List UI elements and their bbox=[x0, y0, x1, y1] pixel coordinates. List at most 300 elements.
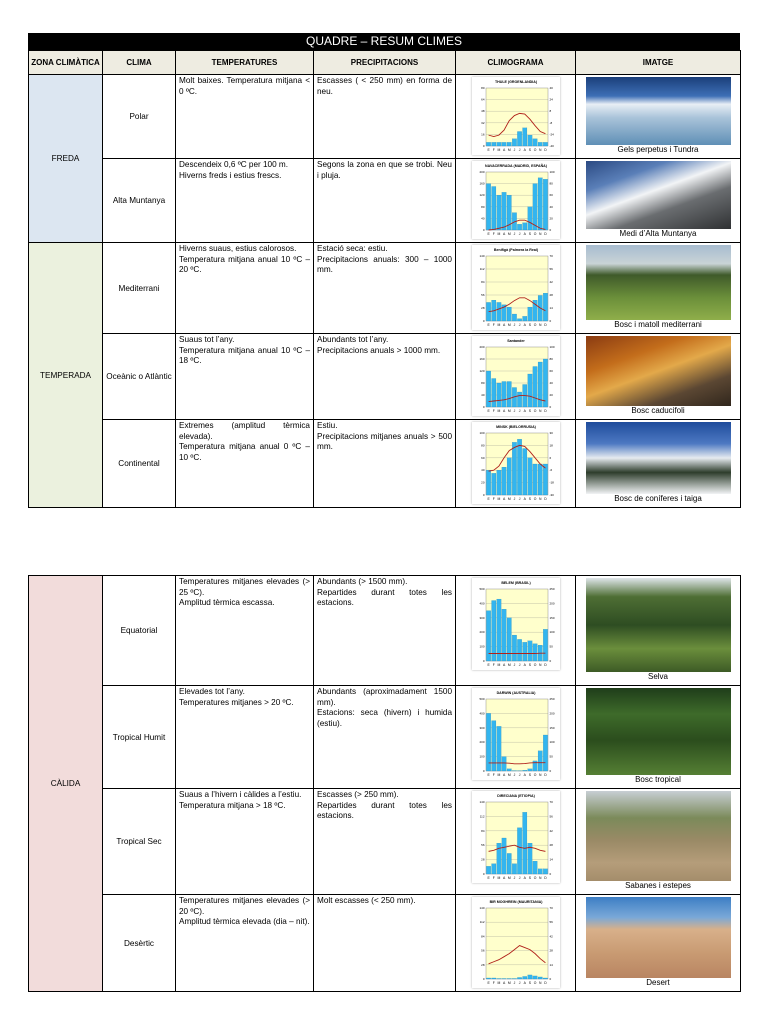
month-tick-label: M bbox=[507, 497, 511, 501]
image-cell bbox=[576, 334, 741, 420]
precip-bar bbox=[543, 142, 547, 146]
month-tick-label: J bbox=[513, 876, 515, 880]
precip-tick-label: 0 bbox=[482, 405, 484, 409]
temp-tick-label: 0 bbox=[549, 228, 551, 232]
month-tick-label: M bbox=[507, 409, 511, 413]
temp-tick-label: 30 bbox=[549, 431, 553, 435]
month-tick-label: O bbox=[533, 497, 536, 501]
temp-tick-label: 150 bbox=[549, 725, 555, 730]
precip-bar bbox=[522, 223, 526, 230]
clima-name: Oceànic o Atlàntic bbox=[103, 334, 176, 420]
temp-tick-label: 200 bbox=[549, 711, 555, 716]
climograph-cell bbox=[456, 159, 576, 243]
precip-bar bbox=[507, 307, 511, 321]
month-tick-label: D bbox=[543, 497, 547, 501]
chart-title: MINSK (BIELORRUSIA) bbox=[495, 425, 536, 429]
month-tick-label: F bbox=[492, 148, 495, 152]
month-tick-label: F bbox=[492, 232, 495, 236]
precip-bar bbox=[512, 442, 516, 495]
temp-tick-label: 56 bbox=[549, 814, 553, 819]
precipitations-cell bbox=[314, 243, 456, 334]
temperature-text: Temperatura mitjana anual 0 ºC – 10 ºC. bbox=[179, 442, 310, 462]
month-tick-label: E bbox=[486, 497, 490, 501]
month-tick-label: S bbox=[528, 323, 531, 327]
precip-bar bbox=[501, 978, 505, 979]
precip-tick-label: 500 bbox=[478, 697, 484, 701]
precip-tick-label: 200 bbox=[478, 345, 484, 349]
temperature-text: Amplitud tèrmica elevada (dia – nit). bbox=[179, 917, 310, 926]
precip-bar bbox=[522, 812, 526, 874]
jungle-image bbox=[586, 578, 731, 672]
month-tick-label: A bbox=[502, 232, 505, 236]
precip-bar bbox=[507, 978, 511, 979]
precip-tick-label: 84 bbox=[480, 934, 484, 939]
precipitation-text: Escasses ( < 250 mm) en forma de neu. bbox=[317, 76, 452, 96]
precip-bar bbox=[512, 314, 516, 321]
climograph-cell bbox=[456, 686, 576, 789]
temp-tick-label: 14 bbox=[549, 962, 553, 967]
month-tick-label: S bbox=[528, 232, 531, 236]
precipitation-text: Segons la zona en que se trobi. Neu i pluja. bbox=[317, 160, 452, 180]
month-tick-label: J bbox=[513, 663, 515, 667]
month-tick-label: D bbox=[543, 323, 547, 327]
precipitation-text: Repartides durant totes les estacions. bbox=[317, 587, 452, 607]
precip-tick-label: 32 bbox=[480, 120, 484, 125]
month-tick-label: D bbox=[543, 663, 547, 667]
precip-bar bbox=[532, 139, 536, 146]
precip-bar bbox=[532, 644, 536, 661]
chart-title: NAVACERRADA (MADRID, ESPAÑA) bbox=[484, 164, 547, 168]
precip-tick-label: 0 bbox=[482, 144, 484, 148]
temp-tick-label: 42 bbox=[549, 280, 553, 284]
temp-tick-label: 0 bbox=[549, 659, 551, 663]
month-tick-label: A bbox=[523, 981, 526, 985]
month-tick-label: F bbox=[492, 497, 495, 501]
temperatures-cell bbox=[176, 895, 314, 992]
month-tick-label: J bbox=[513, 148, 515, 152]
precip-bar bbox=[486, 142, 490, 146]
precip-tick-label: 40 bbox=[480, 468, 484, 473]
temp-tick-label: 50 bbox=[549, 754, 553, 759]
month-tick-label: M bbox=[507, 148, 511, 152]
month-tick-label: J bbox=[513, 773, 515, 777]
climograph-chart bbox=[472, 897, 560, 988]
temperatures-cell bbox=[176, 75, 314, 159]
precipitations-cell bbox=[314, 75, 456, 159]
precip-tick-label: 0 bbox=[482, 977, 484, 981]
month-tick-label: D bbox=[543, 981, 547, 985]
month-tick-label: F bbox=[492, 323, 495, 327]
chart-title: THULE (GROENLANDIA) bbox=[494, 80, 537, 84]
temp-tick-label: 8 bbox=[549, 109, 551, 114]
temp-tick-label: 200 bbox=[549, 601, 555, 606]
month-tick-label: O bbox=[533, 148, 536, 152]
month-tick-label: J bbox=[513, 323, 515, 327]
precip-bar bbox=[512, 635, 516, 661]
precip-bar bbox=[501, 142, 505, 146]
chart-title: BIR MOGHREIN (MAURITANIA) bbox=[489, 900, 542, 904]
precip-tick-label: 400 bbox=[478, 601, 484, 606]
temp-tick-label: 0 bbox=[549, 319, 551, 323]
tropical-forest-image bbox=[586, 688, 731, 775]
precip-tick-label: 112 bbox=[479, 920, 484, 925]
month-tick-label: A bbox=[523, 232, 526, 236]
temperature-text: Temperatura mitjana anual 10 ºC – 20 ºC. bbox=[179, 254, 310, 274]
temp-tick-label: 40 bbox=[549, 86, 553, 90]
clima-name: Polar bbox=[103, 75, 176, 159]
mediterranean-forest-image bbox=[586, 245, 731, 320]
temp-tick-label: 60 bbox=[549, 369, 553, 373]
precipitations-cell bbox=[314, 420, 456, 508]
polar-ice-landscape-image bbox=[586, 77, 731, 145]
precip-tick-label: 0 bbox=[482, 769, 484, 773]
precip-bar bbox=[486, 470, 490, 495]
precip-bar bbox=[496, 195, 500, 230]
climograph-chart bbox=[472, 77, 560, 155]
temp-tick-label: 56 bbox=[549, 920, 553, 925]
header-clima: CLIMA bbox=[103, 51, 176, 75]
month-tick-label: F bbox=[492, 663, 495, 667]
image-cell bbox=[576, 159, 741, 243]
precipitations-cell bbox=[314, 895, 456, 992]
month-tick-label: J bbox=[518, 773, 520, 777]
climograph-cell bbox=[456, 420, 576, 508]
image-cell bbox=[576, 420, 741, 508]
precip-tick-label: 0 bbox=[482, 319, 484, 323]
clima-name: Tropical Sec bbox=[103, 789, 176, 895]
month-tick-label: J bbox=[518, 981, 520, 985]
precip-bar bbox=[517, 439, 521, 495]
precip-bar bbox=[522, 128, 526, 146]
precip-bar bbox=[491, 142, 495, 146]
precipitations-cell bbox=[314, 334, 456, 420]
month-tick-label: O bbox=[533, 981, 536, 985]
precip-bar bbox=[486, 184, 490, 230]
month-tick-label: J bbox=[518, 148, 520, 152]
temp-tick-label: 250 bbox=[549, 587, 555, 591]
snowy-mountains-image bbox=[586, 161, 731, 229]
precip-bar bbox=[527, 975, 531, 979]
month-tick-label: S bbox=[528, 409, 531, 413]
temp-tick-label: 100 bbox=[549, 630, 555, 635]
chart-title: Santander bbox=[506, 339, 525, 343]
precip-tick-label: 0 bbox=[482, 872, 484, 876]
month-tick-label: D bbox=[543, 232, 547, 236]
precip-bar bbox=[486, 713, 490, 771]
precip-bar bbox=[522, 449, 526, 496]
precip-tick-label: 0 bbox=[482, 228, 484, 232]
month-tick-label: D bbox=[543, 876, 547, 880]
precip-bar bbox=[507, 458, 511, 495]
deciduous-forest-image bbox=[586, 336, 731, 406]
precipitation-text: Abundants (> 1500 mm). bbox=[317, 577, 408, 586]
precip-bar bbox=[491, 473, 495, 495]
precip-tick-label: 120 bbox=[478, 369, 484, 373]
temp-tick-label: 20 bbox=[549, 393, 553, 397]
precip-bar bbox=[527, 458, 531, 495]
precip-bar bbox=[496, 383, 500, 407]
temp-tick-label: 42 bbox=[549, 934, 553, 939]
temperatures-cell bbox=[176, 420, 314, 508]
climate-row bbox=[29, 789, 741, 895]
precip-bar bbox=[501, 467, 505, 495]
precipitation-text: Precipitacions mitjanes anuals > 500 mm. bbox=[317, 431, 452, 451]
temperature-text: Temperatures mitjanes elevades (> 20 ºC). bbox=[179, 896, 310, 916]
precip-bar bbox=[491, 978, 495, 979]
temp-tick-label: 24 bbox=[549, 97, 553, 102]
month-tick-label: J bbox=[518, 876, 520, 880]
month-tick-label: D bbox=[543, 773, 547, 777]
precip-bar bbox=[517, 319, 521, 321]
image-caption: Medi d’Alta Muntanya bbox=[619, 229, 697, 238]
precip-tick-label: 200 bbox=[478, 630, 484, 635]
climograph-chart bbox=[472, 336, 560, 416]
temp-tick-label: 70 bbox=[549, 800, 553, 804]
precip-bar bbox=[522, 642, 526, 661]
precipitation-text: Precipitacions anuals: 300 – 1000 mm. bbox=[317, 254, 452, 274]
temp-tick-label: 14 bbox=[549, 857, 553, 862]
precip-bar bbox=[527, 207, 531, 230]
header-climograma: CLIMOGRAMA bbox=[456, 51, 576, 75]
month-tick-label: J bbox=[513, 981, 515, 985]
month-tick-label: A bbox=[523, 409, 526, 413]
precip-bar bbox=[507, 853, 511, 874]
temp-tick-label: 28 bbox=[549, 293, 553, 297]
precip-tick-label: 80 bbox=[480, 381, 484, 385]
precip-bar bbox=[517, 828, 521, 874]
temp-tick-label: 14 bbox=[549, 306, 553, 310]
precip-bar bbox=[517, 132, 521, 147]
climograph-chart bbox=[472, 688, 560, 780]
precip-bar bbox=[538, 977, 542, 979]
precip-bar bbox=[486, 978, 490, 979]
month-tick-label: M bbox=[497, 232, 500, 236]
precip-tick-label: 0 bbox=[482, 493, 484, 497]
zone-temperada: TEMPERADA bbox=[29, 243, 103, 508]
temperature-text: Molt baixes. Temperatura mitjana < 0 ºC. bbox=[179, 76, 310, 96]
month-tick-label: A bbox=[523, 148, 526, 152]
precip-bar bbox=[543, 735, 547, 771]
precip-bar bbox=[517, 224, 521, 230]
month-tick-label: M bbox=[497, 409, 500, 413]
precip-tick-label: 300 bbox=[478, 615, 484, 620]
precip-tick-label: 100 bbox=[478, 644, 484, 649]
month-tick-label: N bbox=[538, 323, 541, 327]
temp-tick-label: 18 bbox=[549, 443, 553, 448]
month-tick-label: E bbox=[486, 981, 490, 985]
precip-tick-label: 16 bbox=[480, 132, 484, 137]
temp-tick-label: -24 bbox=[549, 132, 554, 137]
image-cell bbox=[576, 789, 741, 895]
month-tick-label: N bbox=[538, 148, 541, 152]
precipitation-text: Precipitacions anuals > 1000 mm. bbox=[317, 345, 441, 355]
precip-bar bbox=[517, 639, 521, 661]
month-tick-label: S bbox=[528, 981, 531, 985]
precip-tick-label: 64 bbox=[480, 97, 484, 102]
temp-tick-label: -6 bbox=[549, 468, 552, 473]
temp-tick-label: 100 bbox=[549, 345, 555, 349]
precip-bar bbox=[522, 316, 526, 321]
temp-tick-label: 56 bbox=[549, 267, 553, 271]
precip-bar bbox=[501, 838, 505, 874]
month-tick-label: A bbox=[523, 497, 526, 501]
precip-bar bbox=[507, 769, 511, 771]
precipitation-text: Escasses (> 250 mm). bbox=[317, 790, 399, 799]
month-tick-label: J bbox=[513, 409, 515, 413]
precip-bar bbox=[512, 139, 516, 146]
month-tick-label: M bbox=[497, 876, 500, 880]
temp-tick-label: 28 bbox=[549, 843, 553, 848]
precipitations-cell bbox=[314, 686, 456, 789]
precipitation-text: Estiu. bbox=[317, 421, 338, 430]
header-precipitacions: PRECIPITACIONS bbox=[314, 51, 456, 75]
precip-tick-label: 56 bbox=[480, 948, 484, 953]
precip-bar bbox=[517, 977, 521, 979]
image-caption: Bosc caducifoli bbox=[631, 406, 685, 415]
image-caption: Gels perpetus i Tundra bbox=[617, 145, 699, 154]
precip-tick-label: 28 bbox=[480, 306, 484, 310]
precip-bar bbox=[527, 374, 531, 407]
month-tick-label: E bbox=[486, 409, 490, 413]
precip-bar bbox=[543, 359, 547, 407]
precip-bar bbox=[543, 464, 547, 495]
climograph-chart bbox=[472, 422, 560, 504]
zone-freda: FREDA bbox=[29, 75, 103, 243]
precip-bar bbox=[496, 726, 500, 771]
month-tick-label: N bbox=[538, 773, 541, 777]
temp-tick-label: -18 bbox=[549, 480, 554, 485]
precip-bar bbox=[501, 757, 505, 771]
clima-name: Equatorial bbox=[103, 576, 176, 686]
temperature-text: Hiverns suaus, estius calorosos. bbox=[179, 244, 297, 253]
temperature-text: Suaus a l’hivern i càlides a l’estiu. bbox=[179, 790, 302, 799]
precip-tick-label: 160 bbox=[478, 181, 484, 186]
climate-row bbox=[29, 243, 741, 334]
month-tick-label: N bbox=[538, 232, 541, 236]
precip-bar bbox=[496, 599, 500, 661]
climate-row bbox=[29, 159, 741, 243]
precip-bar bbox=[491, 601, 495, 661]
month-tick-label: S bbox=[528, 663, 531, 667]
month-tick-label: E bbox=[486, 232, 490, 236]
precip-tick-label: 100 bbox=[478, 754, 484, 759]
chart-title: DARWIN (AUSTRALIA) bbox=[496, 691, 535, 695]
precipitation-text: Estació seca: estiu. bbox=[317, 244, 388, 253]
precip-bar bbox=[501, 382, 505, 408]
temp-tick-label: 150 bbox=[549, 615, 555, 620]
month-tick-label: D bbox=[543, 409, 547, 413]
temperature-text: Extremes (amplitud tèrmica elevada). bbox=[179, 421, 310, 441]
month-tick-label: S bbox=[528, 773, 531, 777]
precip-bar bbox=[543, 179, 547, 230]
temp-tick-label: 42 bbox=[549, 828, 553, 833]
month-tick-label: F bbox=[492, 773, 495, 777]
precip-tick-label: 200 bbox=[478, 740, 484, 745]
precip-tick-label: 300 bbox=[478, 725, 484, 730]
precip-bar bbox=[527, 641, 531, 661]
precip-tick-label: 0 bbox=[482, 659, 484, 663]
precip-tick-label: 400 bbox=[478, 711, 484, 716]
climograph-cell bbox=[456, 334, 576, 420]
precip-bar bbox=[543, 869, 547, 874]
temperatures-cell bbox=[176, 576, 314, 686]
month-tick-label: M bbox=[497, 663, 500, 667]
temp-tick-label: 40 bbox=[549, 381, 553, 385]
temp-tick-label: -8 bbox=[549, 120, 552, 125]
month-tick-label: A bbox=[502, 497, 505, 501]
precip-bar bbox=[543, 978, 547, 979]
precip-tick-label: 40 bbox=[480, 393, 484, 397]
temp-tick-label: 60 bbox=[549, 193, 553, 198]
month-tick-label: A bbox=[523, 663, 526, 667]
precip-tick-label: 56 bbox=[480, 293, 484, 297]
precip-bar bbox=[532, 976, 536, 979]
clima-name: Continental bbox=[103, 420, 176, 508]
temp-tick-label: 28 bbox=[549, 948, 553, 953]
precip-bar bbox=[496, 470, 500, 495]
image-caption: Selva bbox=[647, 672, 668, 681]
precip-tick-label: 112 bbox=[479, 814, 484, 819]
temp-tick-label: 0 bbox=[549, 872, 551, 876]
temp-tick-label: 80 bbox=[549, 357, 553, 361]
precip-bar bbox=[543, 293, 547, 321]
temp-tick-label: 0 bbox=[549, 405, 551, 409]
month-tick-label: J bbox=[518, 409, 520, 413]
climate-row bbox=[29, 895, 741, 992]
precip-bar bbox=[538, 464, 542, 495]
temp-tick-label: 100 bbox=[549, 740, 555, 745]
month-tick-label: F bbox=[492, 409, 495, 413]
precip-tick-label: 84 bbox=[480, 280, 484, 284]
precip-bar bbox=[507, 142, 511, 146]
month-tick-label: S bbox=[528, 876, 531, 880]
precip-tick-label: 140 bbox=[478, 906, 484, 910]
temperature-text: Temperatura mitjana anual 10 ºC – 18 ºC. bbox=[179, 345, 310, 365]
temperature-text: Temperatures mitjanes elevades (> 25 ºC). bbox=[179, 577, 310, 597]
climate-row bbox=[29, 334, 741, 420]
month-tick-label: A bbox=[523, 876, 526, 880]
precip-bar bbox=[491, 379, 495, 408]
precip-tick-label: 112 bbox=[479, 267, 484, 271]
temperatures-cell bbox=[176, 789, 314, 895]
precip-tick-label: 28 bbox=[480, 962, 484, 967]
precip-tick-label: 160 bbox=[478, 357, 484, 361]
month-tick-label: A bbox=[502, 148, 505, 152]
month-tick-label: S bbox=[528, 148, 531, 152]
month-tick-label: F bbox=[492, 981, 495, 985]
month-tick-label: A bbox=[523, 323, 526, 327]
clima-name: Mediterrani bbox=[103, 243, 176, 334]
precip-bar bbox=[538, 751, 542, 771]
month-tick-label: E bbox=[486, 876, 490, 880]
month-tick-label: A bbox=[502, 409, 505, 413]
temp-tick-label: 70 bbox=[549, 906, 553, 910]
month-tick-label: N bbox=[538, 981, 541, 985]
month-tick-label: O bbox=[533, 773, 536, 777]
climograph-chart bbox=[472, 791, 560, 883]
precip-tick-label: 48 bbox=[480, 109, 484, 114]
climate-row bbox=[29, 420, 741, 508]
temperature-text: Temperatures mitjanes > 20 ºC. bbox=[179, 697, 294, 707]
image-caption: Bosc de coníferes i taiga bbox=[614, 494, 702, 503]
precip-bar bbox=[512, 978, 516, 979]
temp-tick-label: 50 bbox=[549, 644, 553, 649]
temperature-text: Elevades tot l’any. bbox=[179, 687, 245, 696]
precip-tick-label: 200 bbox=[478, 170, 484, 174]
month-tick-label: O bbox=[533, 663, 536, 667]
month-tick-label: O bbox=[533, 876, 536, 880]
precipitation-text: Repartides durant totes les estacions. bbox=[317, 800, 452, 820]
